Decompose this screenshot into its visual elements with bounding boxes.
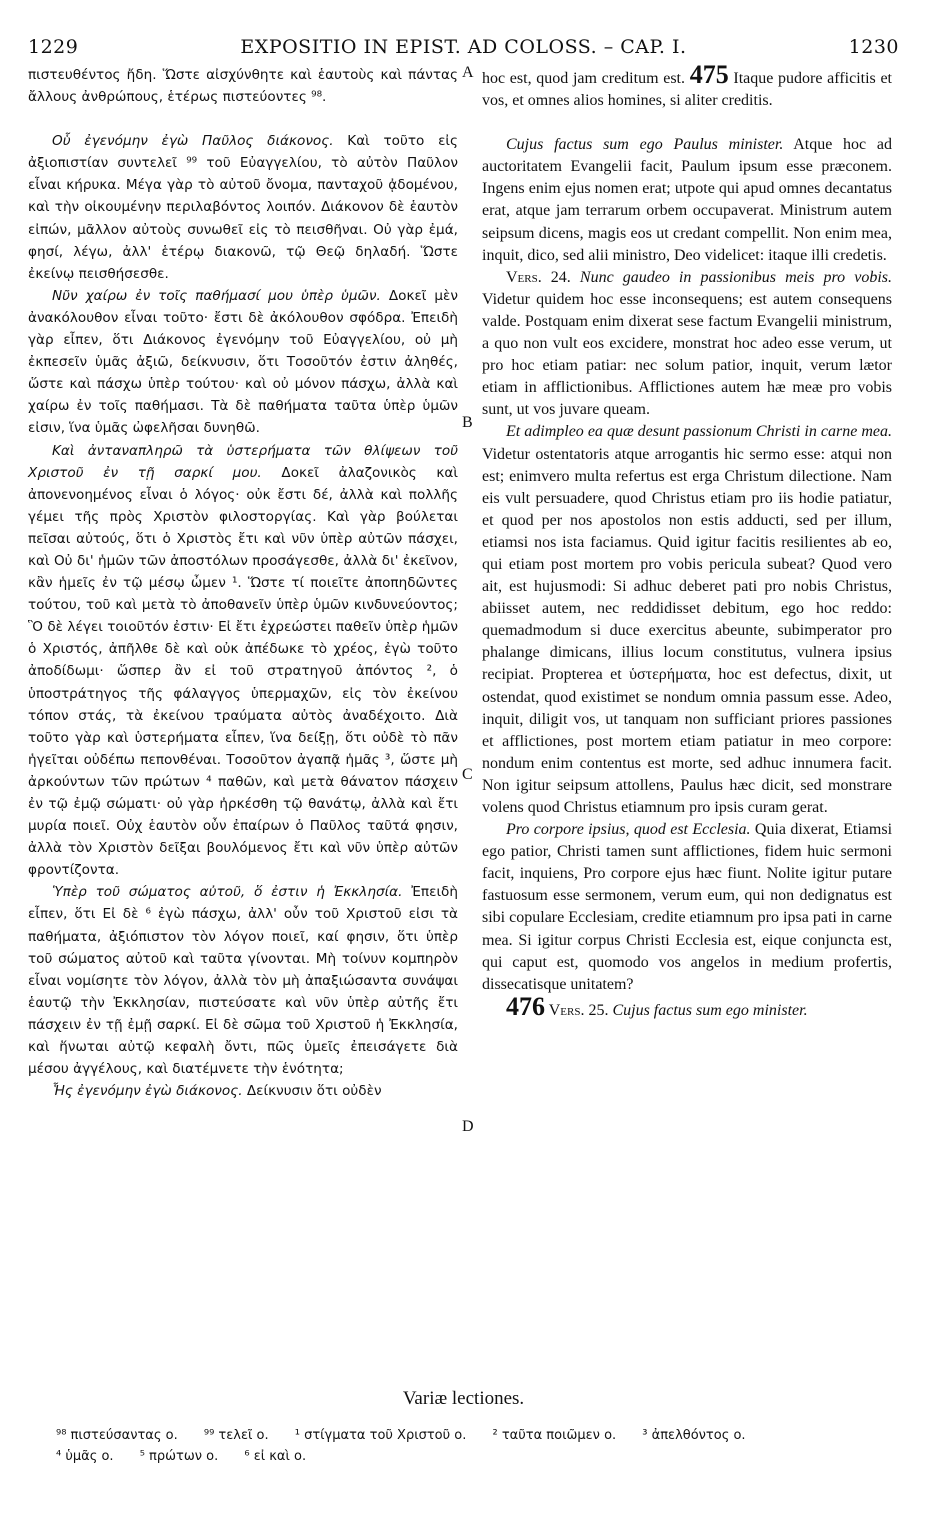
greek-paragraph-5: Ὑπὲρ τοῦ σώματος αὐτοῦ, ὅ ἐστιν ἡ Ἐκκλησία. Ἐπειδὴ εἶπεν, ὅτι Εἰ δὲ ⁶ ἐγὼ πάσχω, ἀλλ' οὖν τοῦ Χριστοῦ εἰσι τὰ παθήματα, ἀξιόπιστον τὸν λόγον ποιεῖ, καί φησιν, ὅτι ὑπὲρ τοῦ σώματος αὐτοῦ καὶ ταῦτα γίνονται. Μὴ τοίνυν κομπηρὸν εἶναι νομίσητε τὸν λόγον, ἀλλὰ τὸν μὴ ἀπαξιώσαντα συνάψαι ἑαυτῷ τὴν Ἐκκλησίαν, πιστεύσατε καὶ νῦν ὑπὲρ αὐτῆς ἔτι πάσχειν ἐν τῇ ἐμῇ σαρκί. Εἰ δὲ σῶμα τοῦ Χριστοῦ ἡ Ἐκκλησία, καὶ ἥνωται αὐτῷ κεφαλὴ ὄντι, πῶς ὑμεῖς ἐπεισάγετε διὰ μέσου ἀγγέλους, καὶ διατέμνετε τὴν ἑνότητα; xyxy=(28,884,458,1078)
latin-paragraph-2: Cujus factus sum ego Paulus minister. Atque hoc ad auctoritatem Evangelii facit, Paulum ipsum esse præconem. Ingens enim ejus nomen erat; utpote qui apud omnes decantatus erat, atque jam terrarum orbem occupaverat. Ministrum autem seipsum dicens, magis eos ut credant compellit. Non enim mea, inquit, dico, sed alii ministro, Deo videlicet: itaque illi credetis. xyxy=(482,136,893,264)
margin-letter-b: B xyxy=(462,414,473,431)
variant-note: ⁹⁹ τελεῖ ο. xyxy=(203,1428,269,1443)
lemma: Nunc gaudeo in passionibus meis pro vobis. xyxy=(570,268,892,286)
page-header xyxy=(28,36,899,62)
variant-note: ⁵ πρώτων ο. xyxy=(139,1449,219,1464)
variant-note: ² ταῦτα ποιῶμεν ο. xyxy=(492,1428,617,1443)
running-title: EXPOSITIO IN EPIST. AD COLOSS. – CAP. I. xyxy=(240,36,687,58)
column-number: 476 xyxy=(506,991,545,1021)
greek-paragraph-6: Ἧς ἐγενόμην ἐγὼ διάκονος. Δείκνυσιν ὅτι οὐδὲν xyxy=(52,1083,382,1100)
variant-note: ⁶ εἰ καὶ ο. xyxy=(244,1449,307,1464)
variant-note: ⁹⁸ πιστεύσαντας ο. xyxy=(56,1428,178,1443)
column-number: 475 xyxy=(689,60,729,89)
margin-letter-c: C xyxy=(462,766,473,783)
margin-letter-a: A xyxy=(462,64,474,81)
greek-paragraph-3: Νῦν χαίρω ἐν τοῖς παθήμασί μου ὑπὲρ ὑμῶν. Δοκεῖ μὲν ἀνακόλουθον εἶναι τοῦτο· ἔστι δὲ ἀκόλουθον σφόδρα. Ἐπειδὴ γὰρ εἶπεν, ὅτι Διάκονος ἐγενόμην τοῦ Εὐαγγελίου, οὐ μὴ ἐκπεσεῖν ὑμᾶς ἀξιῶ, δείκνυσιν, ὅτι Τοσοῦτόν ἐστιν ἀληθές, ὥστε καὶ πάσχω ὑπὲρ τούτου· καὶ οὐ μόνον πάσχω, ἀλλὰ καὶ χαίρω ἐν τοῖς παθήμασι. Τὰ δὲ παθήματα ταῦτα ὑπὲρ ὑμῶν εἰσιν, ἵνα ὑμᾶς ὠφελῆσαι δυνηθῶ. xyxy=(28,287,458,437)
latin-paragraph-1: hoc est, quod jam creditum est. 475 Itaque pudore afficitis et vos, et omnes alios homines, si aliter creditis. xyxy=(482,60,892,110)
page-number-left: 1229 xyxy=(28,36,79,58)
latin-paragraph-3: Vers. 24. Nunc gaudeo in passionibus meis pro vobis. Videtur quidem hoc esse inconsequens; est autem consequens valde. Postquam enim dixerat sese factum Evangelii ministrum, a quo non vult eos excidere, monstrat hoc adeo esse verum, ut pro hoc etiam patiar: nec solum patior, inquit, verum lætor etiam in afflictionibus. Afflictiones autem hæ meæ pro vobis sunt, ut vos juvare queam. xyxy=(482,268,892,419)
lemma: Cujus factus sum ego Paulus minister. xyxy=(506,136,784,154)
page-number-right: 1230 xyxy=(848,36,899,58)
greek-column xyxy=(28,64,458,1102)
lemma: Καὶ ἀνταναπληρῶ τὰ ὑστερήματα τῶν θλίψεων τοῦ Χριστοῦ ἐν τῇ σαρκί μου. xyxy=(28,442,458,481)
variae-lectiones-heading: Variæ lectiones. xyxy=(402,1388,525,1409)
latin-paragraph-5: Pro corpore ipsius, quod est Ecclesia. Quia dixerat, Etiamsi ego patior, Christi tamen sunt afflictiones, fidem huic sermoni facit, inquiens, Pro corpore ejus hæc fiunt. Nolite igitur putare fastuosum esse sermonem, verum eum, qui non dedignatus est sibi copulare Ecclesiam, credite etiamnum pro ipsa pati in carne mea. Si igitur corpus Christi Ecclesia est, eique conjuncta est, qui caput est, quomodo vos angelos in medium profertis, dissecatisque unitatem? xyxy=(482,821,893,993)
variant-note: ¹ στίγματα τοῦ Χριστοῦ ο. xyxy=(294,1428,467,1443)
latin-paragraph-4: Et adimpleo ea quæ desunt passionum Christi in carne mea. Videtur ostentatoris atque arrogantis hic sermo esse: atqui non est; enimvero multa refertus est erga Christum dilectione. Nam eis vult persuadere, quod Christus etiam pro iis hodie patiatur, et quod per nos apostolos non estis adducti, sed per illum, etiamsi nos ista faciamus. Quid igitur facitis resilientes ab eo, qui etiam post mortem pro vobis pericula subeat? Quod vero ait, est hujusmodi: Si adhuc deberet pati pro nobis Christus, abiisset autem, nec reddidisset debitum, ego hoc reddo: quemadmodum si duce exercitus abeunte, subimperator pro phalange dimicans, illius locum constitutus, vulnera ipsius recipiat. Propterea et ὑστερήματα, hoc est defectus, dixit, ut ostendat, quod existimet se nondum omnia passum esse. Adeo, inquit, diligit vos, ut tanquam non sufficiant priores passiones et afflictiones, post mortem etiam patiatur in meo corpore: nondum enim contentus est morte, sed adhuc innumera facit. Non igitur seipsum attollens, Paulus hæc dicit, sed monstrare volens quod Christus etiamnum pro ipsis curam gerat. xyxy=(482,423,892,816)
greek-paragraph-4: Καὶ ἀνταναπληρῶ τὰ ὑστερήματα τῶν θλίψεων τοῦ Χριστοῦ ἐν τῇ σαρκί μου. Δοκεῖ ἀλαζονικὸς καὶ ἀπονενοημένος εἶναι ὁ λόγος· οὐκ ἔστι δέ, ἀλλὰ καὶ πολλῆς γέμει τῆς πρὸς Χριστὸν φιλοστοργίας. Καὶ γὰρ βούλεται πεῖσαι αὐτούς, ὅτι ὁ Χριστὸς ἔτι καὶ νῦν ὑπὲρ αὐτῶν πάσχει, καὶ Οὐ δι' ἡμῶν τῶν ἀποστόλων προσάγεσθε, ἀλλὰ δι' ἐκεῖνον, κἂν ἡμεῖς ἐν τῷ μέσῳ ὦμεν ¹. Ὥστε τί ποιεῖτε ἀποπηδῶντες τούτου, τοῦ καὶ μετὰ τὸ ἀποθανεῖν ὑπὲρ ὑμῶν κινδυνεύοντος; Ὃ δὲ λέγει τοιοῦτόν ἐστιν· Εἰ ἔτι ἐχρεώστει παθεῖν ὑπὲρ ἡμῶν ὁ Χριστός, ἀπῆλθε δὲ καὶ οὐκ ἀπέδωκε τὸ χρέος, ἐγὼ τοῦτο ἀποδίδωμι· ὥσπερ ἂν εἰ τοῦ στρατηγοῦ ἀπόντος ², ὁ ὑποστράτηγος τῆς φάλαγγος ὑπερμαχῶν, εἰς τὸν ἐκείνου τόπον στάς, τὰ ἐκείνου τραύματα αὐτὸς ἀναδέχοιτο. Διὰ τοῦτο γὰρ καὶ ὑστερήματα εἶπεν, ἵνα δείξῃ, ὅτι οὐδὲ τὸ πᾶν ἡγεῖται οὐδέπω πεπονθέναι. Τοσοῦτον ἀγαπᾷ ἡμᾶς ³, ὥστε μὴ ἀρκούντων τῶν πρώτων ⁴ παθῶν, καὶ μετὰ θάνατον πάσχειν ἐν τῷ ἐμῷ σώματι· οὐ γὰρ ἠρκέσθη τῷ θανάτῳ, ἀλλὰ καὶ ἔτι μυρία ποιεῖ. Οὐχ ἑαυτὸν οὖν ἐπαίρων ὁ Παῦλος ταῦτά φησιν, ἀλλὰ τὸν Χριστὸν δεῖξαι βουλόμενος ἔτι καὶ νῦν ὑπὲρ αὐτῶν φροντίζοντα. xyxy=(28,442,458,879)
variant-line-2 xyxy=(56,1446,887,1467)
lemma: Νῦν χαίρω ἐν τοῖς παθήμασί μου ὑπὲρ ὑμῶν. xyxy=(52,287,381,304)
lemma: Cujus factus sum ego minister. xyxy=(608,1001,808,1019)
lemma: Et adimpleo ea quæ desunt passionum Christi in carne mea. xyxy=(506,423,892,441)
variant-line-1 xyxy=(56,1425,887,1446)
variant-note: ⁴ ὑμᾶς ο. xyxy=(56,1449,114,1464)
variant-note: ³ ἀπελθόντος ο. xyxy=(642,1428,746,1443)
verse-number: Vers. 25. xyxy=(545,1001,609,1019)
latin-column xyxy=(482,60,893,1022)
greek-paragraph-2: Οὗ ἐγενόμην ἐγὼ Παῦλος διάκονος. Καὶ τοῦτο εἰς ἀξιοπιστίαν συντελεῖ ⁹⁹ τοῦ Εὐαγγελίου, τὸ αὐτὸν Παῦλον εἶναι κήρυκα. Μέγα γὰρ τὸ αὐτοῦ ὄνομα, πανταχοῦ ᾀδομένου, καὶ τὴν οἰκουμένην περιλαβόντος λοιπόν. Διάκονον δὲ ἑαυτὸν εἰπών, μᾶλλον αὐτοὺς συνωθεῖ εἰς τὸ πεισθῆναι. Οὐ γὰρ ἐμά, φησί, λέγω, ἀλλ' ἑτέρῳ διακονῶ, τῷ Θεῷ δηλαδή. Ὥστε ἐκείνῳ πεισθήσεσθε. xyxy=(28,133,459,282)
greek-paragraph-1: πιστευθέντος ἤδη. Ὥστε αἰσχύνθητε καὶ ἑαυτοὺς καὶ πάντας ἄλλους ἀνθρώπους, ἑτέρως πιστεύοντες ⁹⁸. xyxy=(28,67,458,106)
variant-readings xyxy=(56,1425,887,1467)
lemma: Ἧς ἐγενόμην ἐγὼ διάκονος. xyxy=(52,1083,243,1100)
margin-letter-d: D xyxy=(462,1118,474,1135)
verse-number: Vers. 24. xyxy=(506,268,571,286)
lemma: Ὑπὲρ τοῦ σώματος αὐτοῦ, ὅ ἐστιν ἡ Ἐκκλησία. xyxy=(52,884,403,901)
latin-paragraph-6 xyxy=(482,991,892,1022)
lemma: Οὗ ἐγενόμην ἐγὼ Παῦλος διάκονος. xyxy=(52,133,334,150)
lemma: Pro corpore ipsius, quod est Ecclesia. xyxy=(506,821,751,839)
